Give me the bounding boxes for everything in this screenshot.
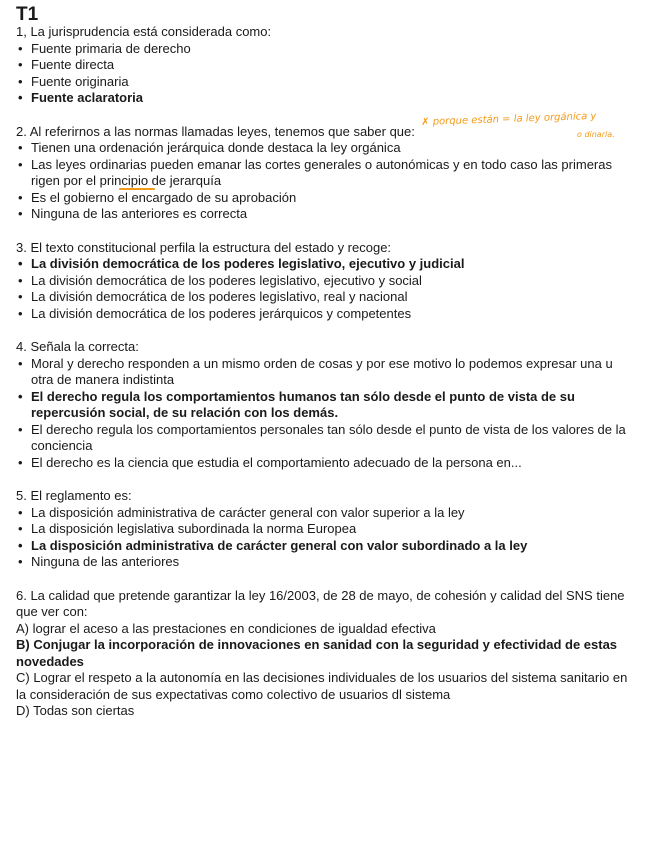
option: • La disposición legislativa subordinada la norma Europea [16, 521, 628, 538]
question-1 [16, 24, 628, 107]
question-4 [16, 339, 628, 471]
question-2 [16, 124, 628, 223]
option: • Es el gobierno el encargado de su aprobación [16, 190, 628, 207]
option: • Moral y derecho responden a un mismo orden de cosas y por ese motivo lo podemos expresar una u otra de manera indistinta [16, 356, 628, 389]
option: • Fuente directa [16, 57, 628, 74]
option: D) Todas son ciertas [16, 703, 135, 718]
question-3 [16, 240, 628, 323]
option: • Tienen una ordenación jerárquica donde destaca la ley orgánica [16, 140, 628, 157]
question-stem: 3. El texto constitucional perfila la estructura del estado y recoge: [16, 239, 392, 255]
option: A) lograr el aceso a las prestaciones en condiciones de igualdad efectiva [16, 620, 436, 636]
question-stem: 6. La calidad que pretende garantizar la ley 16/2003, de 28 de mayo, de cohesión y calidad del SNS tiene que ver con: [16, 587, 625, 619]
options-list [16, 256, 628, 322]
question-stem: 1, La jurisprudencia está considerada como: [16, 24, 272, 39]
page-title: T1 [16, 4, 39, 25]
option: • La división democrática de los poderes legislativo, real y nacional [16, 289, 628, 306]
options-list [16, 356, 628, 472]
option: • Fuente originaria [16, 74, 628, 91]
correct-option: • El derecho regula los comportamientos humanos tan sólo desde el punto de vista de su repercusión social, de su relación con los demás. [16, 389, 628, 422]
handwritten-annotation: ✗ porque están = la ley orgánica y [421, 110, 597, 128]
handwritten-annotation-continued: o dinaria. [577, 130, 615, 139]
option: • La disposición administrativa de carácter general con valor superior a la ley [16, 505, 628, 522]
correct-option: • La división democrática de los poderes legislativo, ejecutivo y judicial [16, 256, 628, 273]
option: • La división democrática de los poderes legislativo, ejecutivo y social [16, 273, 628, 290]
question-stem: 4. Señala la correcta: [16, 339, 139, 354]
question-6 [16, 588, 628, 720]
option: • Las leyes ordinarias pueden emanar las cortes generales o autonómicas y en todo caso las primeras rigen por el principio de jerarquía [16, 157, 628, 190]
option: • La división democrática de los poderes jerárquicos y competentes [16, 306, 628, 323]
correct-option: • La disposición administrativa de carácter general con valor subordinado a la ley [16, 538, 628, 555]
option: • El derecho regula los comportamientos personales tan sólo desde el punto de vista de los valores de la conciencia [16, 422, 628, 455]
question-stem: 5. El reglamento es: [16, 488, 132, 503]
options-list [16, 41, 628, 107]
question-list [16, 24, 628, 737]
correct-option: • Fuente aclaratoria [16, 90, 628, 107]
option: C) Lograr el respeto a la autonomía en las decisiones individuales de los usuarios del sistema sanitario en la consideración de sus expectativas como colectivo de usuarios dl sistema [16, 670, 628, 702]
question-stem: 2. Al referirnos a las normas llamadas leyes, tenemos que saber que: [16, 123, 415, 139]
options-list [16, 140, 628, 223]
option: • El derecho es la ciencia que estudia el comportamiento adecuado de la persona en... [16, 455, 628, 472]
question-5 [16, 488, 628, 571]
option: • Ninguna de las anteriores es correcta [16, 206, 628, 223]
handwritten-underline [119, 188, 155, 190]
option: • Fuente primaria de derecho [16, 41, 628, 58]
options-list [16, 505, 628, 571]
correct-option: B) Conjugar la incorporación de innovaciones en sanidad con la seguridad y efectividad de estas novedades [16, 637, 618, 669]
option: • Ninguna de las anteriores [16, 554, 628, 571]
